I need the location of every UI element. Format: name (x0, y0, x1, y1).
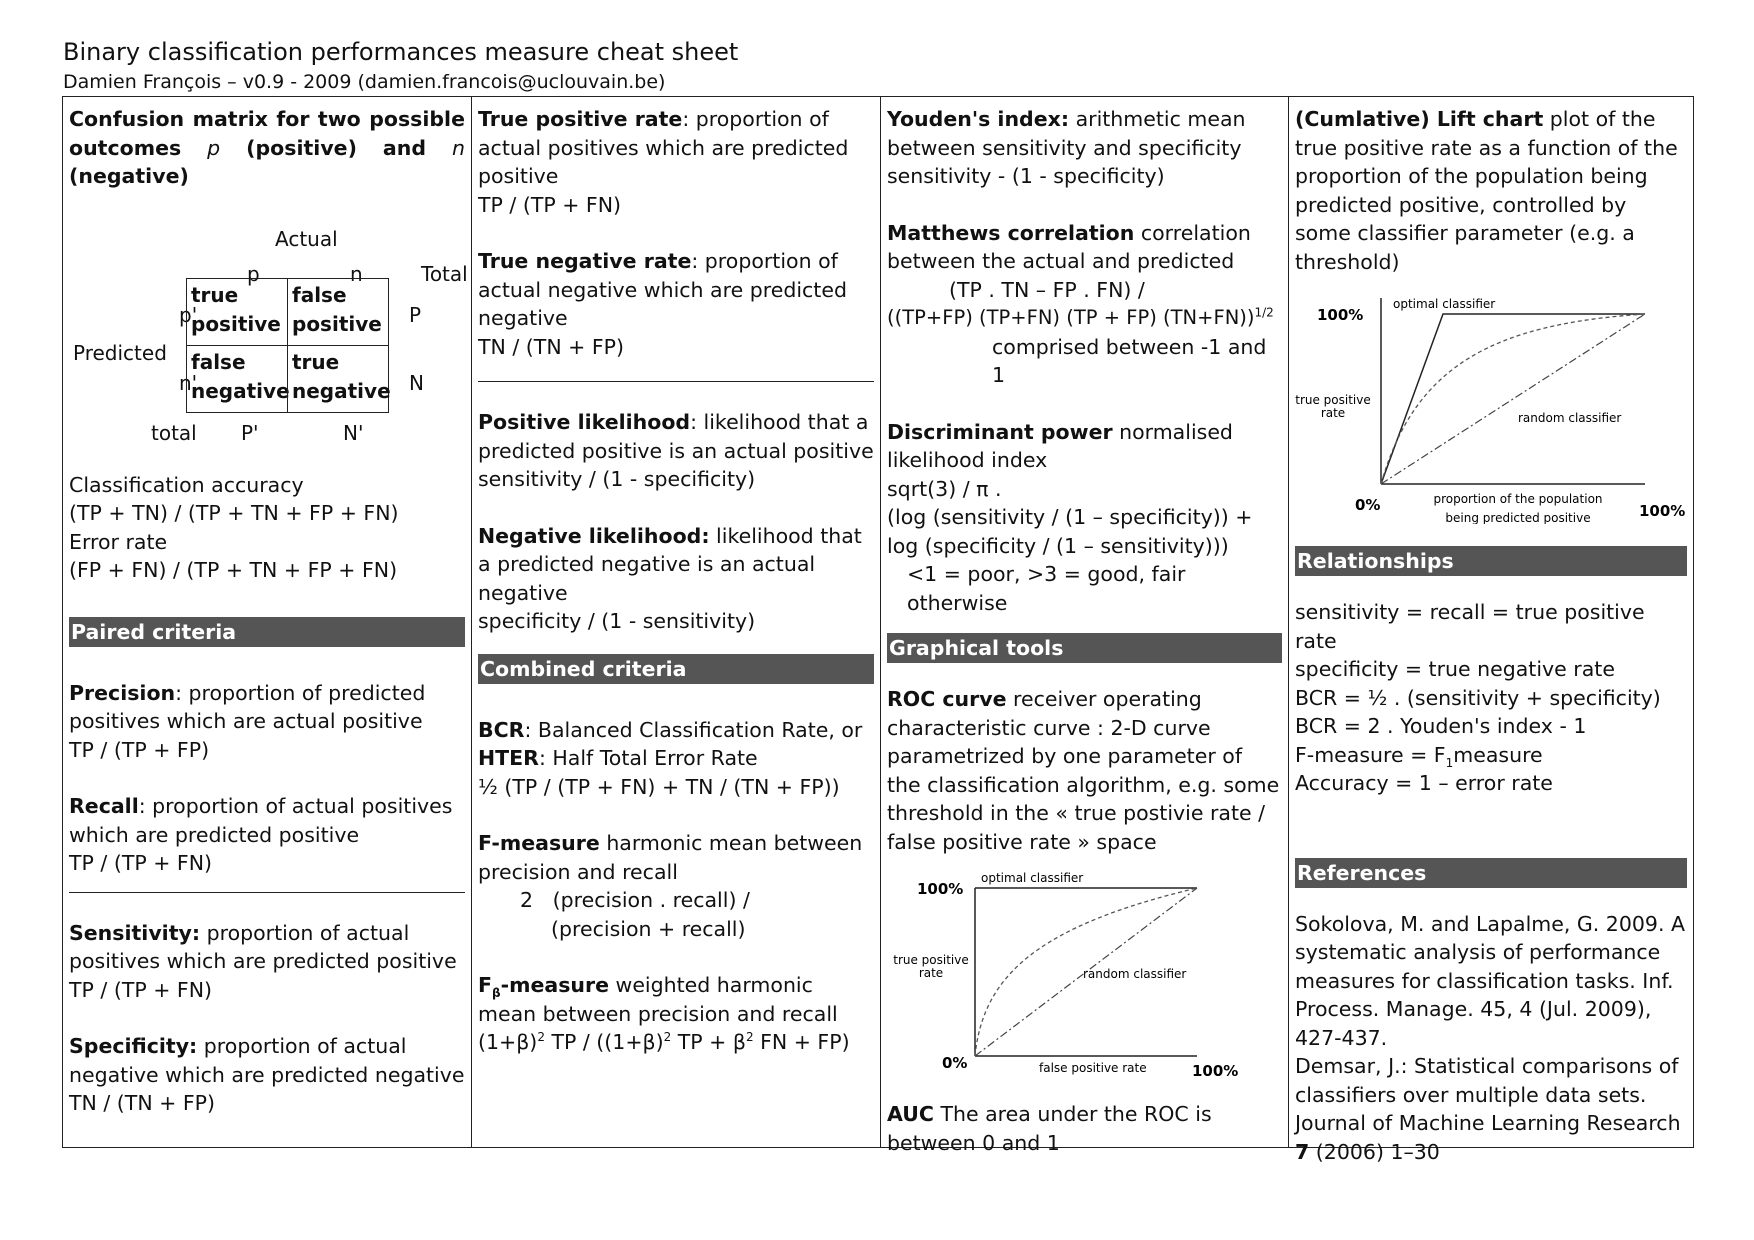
recall-formula: TP / (TP + FN) (69, 851, 213, 875)
roc-chart (887, 866, 1283, 1096)
mcc-formula-2: ((TP+FP) (TP+FN) (TP + FP) (TN+FN))$^{1/2}$ (887, 305, 1274, 329)
total-col-label: Total (421, 261, 468, 286)
lift-random-label: random classifier (1518, 411, 1622, 425)
roc-ylabel-1: true positive (893, 953, 969, 967)
dp-formula-1: sqrt(3) / π . (887, 476, 1002, 501)
bcr-formula: ½ (TP / (TP + FN) + TN / (TN + FP)) (478, 774, 840, 799)
total-P: P (409, 302, 422, 327)
roc-definition: ROC curve receiver operating characteristic curve : 2-D curve parametrized by one parameter of the classification algorithm, e.g. some threshold in the « true postivie rate / false positive rate » space (887, 687, 1280, 854)
lift-definition: (Cumlative) Lift chart plot of the true positive rate as a function of the proportion of the population being predicted positive, controlled by some classifier parameter (e.g. a threshold) (1295, 107, 1678, 274)
section-combined-criteria: Combined criteria (478, 654, 874, 684)
page-subtitle: Damien François – v0.9 - 2009 (damien.francois@uclouvain.be) (63, 71, 666, 93)
total-N: N (409, 370, 424, 395)
pred-n: n' (179, 370, 198, 395)
predicted-label: Predicted (73, 340, 167, 365)
lift-x-end-label: 100% (1639, 502, 1686, 520)
tpr-formula: TP / (TP + FN) (478, 192, 622, 217)
relationship-1: sensitivity = recall = true positive rate (1295, 600, 1645, 653)
positive-likelihood-definition: Positive likelihood: likelihood that a predicted positive is an actual positive (478, 410, 874, 463)
relationship-2: specificity = true negative rate (1295, 657, 1615, 681)
column-1 (63, 97, 471, 1147)
recall-definition: Recall: proportion of actual positives which are predicted positive (69, 794, 453, 847)
total-N-prime: N' (343, 420, 364, 445)
page-title: Binary classification performances measure cheat sheet (63, 38, 739, 66)
roc-random-label: random classifier (1083, 967, 1187, 981)
sensitivity-definition: Sensitivity: proportion of actual positives which are predicted positive (69, 920, 457, 973)
cell-true-negative: true negative (287, 345, 389, 413)
dp-interpretation: <1 = poor, >3 = good, fair otherwise (907, 562, 1186, 615)
relationship-3: BCR = ½ . (sensitivity + specificity) (1295, 685, 1661, 710)
f-beta-formula: $(1+\beta)^2$ TP / ($(1+\beta)^2$ TP + $\beta^2$ FN + FP) (478, 1030, 850, 1054)
relationship-4: BCR = 2 . Youden's index - 1 (1295, 714, 1587, 738)
bcr-definition: BCR: Balanced Classification Rate, or (478, 717, 863, 742)
accuracy-formula: (TP + TN) / (TP + TN + FP + FN) (69, 501, 399, 525)
specificity-formula: TN / (TN + FP) (69, 1091, 216, 1115)
youden-definition: Youden's index: arithmetic mean between sensitivity and specificity (887, 107, 1246, 160)
confusion-matrix (69, 191, 468, 471)
relationship-6: Accuracy = 1 – error rate (1295, 771, 1553, 795)
precision-formula: TP / (TP + FP) (69, 737, 210, 762)
relationship-5: F-measure = $F_1measure$ (1295, 742, 1543, 770)
hter-definition: HTER: Half Total Error Rate (478, 746, 758, 770)
lift-y-top-label: 100% (1317, 306, 1364, 324)
cell-false-negative: false negative (186, 345, 288, 413)
section-references: References (1295, 858, 1687, 888)
lift-ylabel-1: true positive (1295, 393, 1371, 407)
total-row-label: total (151, 420, 197, 445)
tnr-formula: TN / (TN + FP) (478, 334, 625, 359)
f-measure-definition: F-measure harmonic mean between precision and recall (478, 831, 863, 884)
lift-y-zero-label: 0% (1355, 496, 1381, 514)
section-paired-criteria: Paired criteria (69, 617, 465, 647)
youden-formula: sensitivity - (1 - specificity) (887, 164, 1165, 188)
reference-2: Demsar, J.: Statistical comparisons of classifiers over multiple data sets. Journal of Machine Learning Research 7 (2006) 1–30 (1295, 1054, 1681, 1164)
cell-false-positive: false positive (287, 278, 389, 346)
column-3 (880, 97, 1288, 1155)
divider (69, 892, 465, 893)
negative-likelihood-formula: specificity / (1 - sensitivity) (478, 609, 756, 633)
column-2 (471, 97, 880, 1147)
lift-random-line (1381, 314, 1645, 484)
actual-n: n (350, 261, 363, 286)
actual-label: Actual (275, 226, 338, 251)
mcc-range: comprised between -1 and 1 (992, 334, 1267, 387)
accuracy-label: Classification accuracy (69, 472, 304, 497)
negative-likelihood-definition: Negative likelihood: likelihood that a predicted negative is an actual negative (478, 523, 862, 605)
discriminant-power-definition: Discriminant power normalised likelihood index (887, 419, 1233, 472)
dp-formula-2: (log (sensitivity / (1 – specificity)) + (887, 505, 1253, 529)
f-measure-formula-2: (precision + recall) (551, 916, 746, 941)
roc-xlabel: false positive rate (1039, 1061, 1147, 1075)
roc-ylabel-2: rate (918, 966, 944, 980)
dp-formula-3: log (specificity / (1 – sensitivity))) (887, 533, 1229, 558)
section-graphical-tools: Graphical tools (887, 633, 1282, 663)
cheat-sheet-table (62, 96, 1694, 1164)
f-measure-formula-1: 2 (precision . recall) / (520, 888, 750, 912)
roc-y-top-label: 100% (917, 880, 964, 898)
actual-p: p (247, 261, 260, 286)
reference-1: Sokolova, M. and Lapalme, G. 2009. A systematic analysis of performance measures for classification tasks. Inf. Process. Manage. 45, 4 (Jul. 2009), 427-437. (1295, 911, 1686, 1050)
lift-chart (1295, 284, 1691, 524)
auc-definition: AUC The area under the ROC is between 0 and 1 (887, 1102, 1212, 1155)
lift-optimal-label: optimal classifier (1393, 297, 1496, 311)
sensitivity-formula: TP / (TP + FN) (69, 977, 213, 1002)
tnr-definition: True negative rate: proportion of actual negative which are predicted negative (478, 249, 847, 330)
tpr-definition: True positive rate: proportion of actual positives which are predicted positive (478, 107, 849, 188)
lift-ylabel-2: rate (1320, 406, 1346, 420)
roc-optimal-label: optimal classifier (981, 871, 1084, 885)
pred-p: p' (179, 302, 198, 327)
cell-true-positive: true positive (186, 278, 288, 346)
lift-xlabel-2: being predicted positive (1445, 511, 1591, 524)
confusion-matrix-title: Confusion matrix for two possible outcomes p (positive) and n (negative) (69, 107, 465, 188)
total-P-prime: P' (241, 420, 259, 445)
f-beta-definition: $F_\beta$-measure weighted harmonic mean between precision and recall (478, 973, 838, 1026)
lift-xlabel-1: proportion of the population (1433, 492, 1603, 506)
section-relationships: Relationships (1295, 546, 1687, 576)
mcc-definition: Matthews correlation correlation between the actual and predicted (887, 220, 1251, 273)
roc-x-end-label: 100% (1192, 1062, 1239, 1080)
column-4 (1288, 97, 1693, 1164)
positive-likelihood-formula: sensitivity / (1 - specificity) (478, 467, 756, 491)
roc-y-zero-label: 0% (942, 1054, 968, 1072)
precision-definition: Precision: proportion of predicted positives which are actual positive (69, 680, 426, 733)
specificity-definition: Specificity: proportion of actual negative which are predicted negative (69, 1034, 465, 1087)
error-rate-label: Error rate (69, 529, 168, 554)
error-rate-formula: (FP + FN) / (TP + TN + FP + FN) (69, 558, 398, 582)
divider (478, 381, 874, 382)
mcc-formula-1: (TP . TN – FP . FN) / (949, 277, 1145, 302)
